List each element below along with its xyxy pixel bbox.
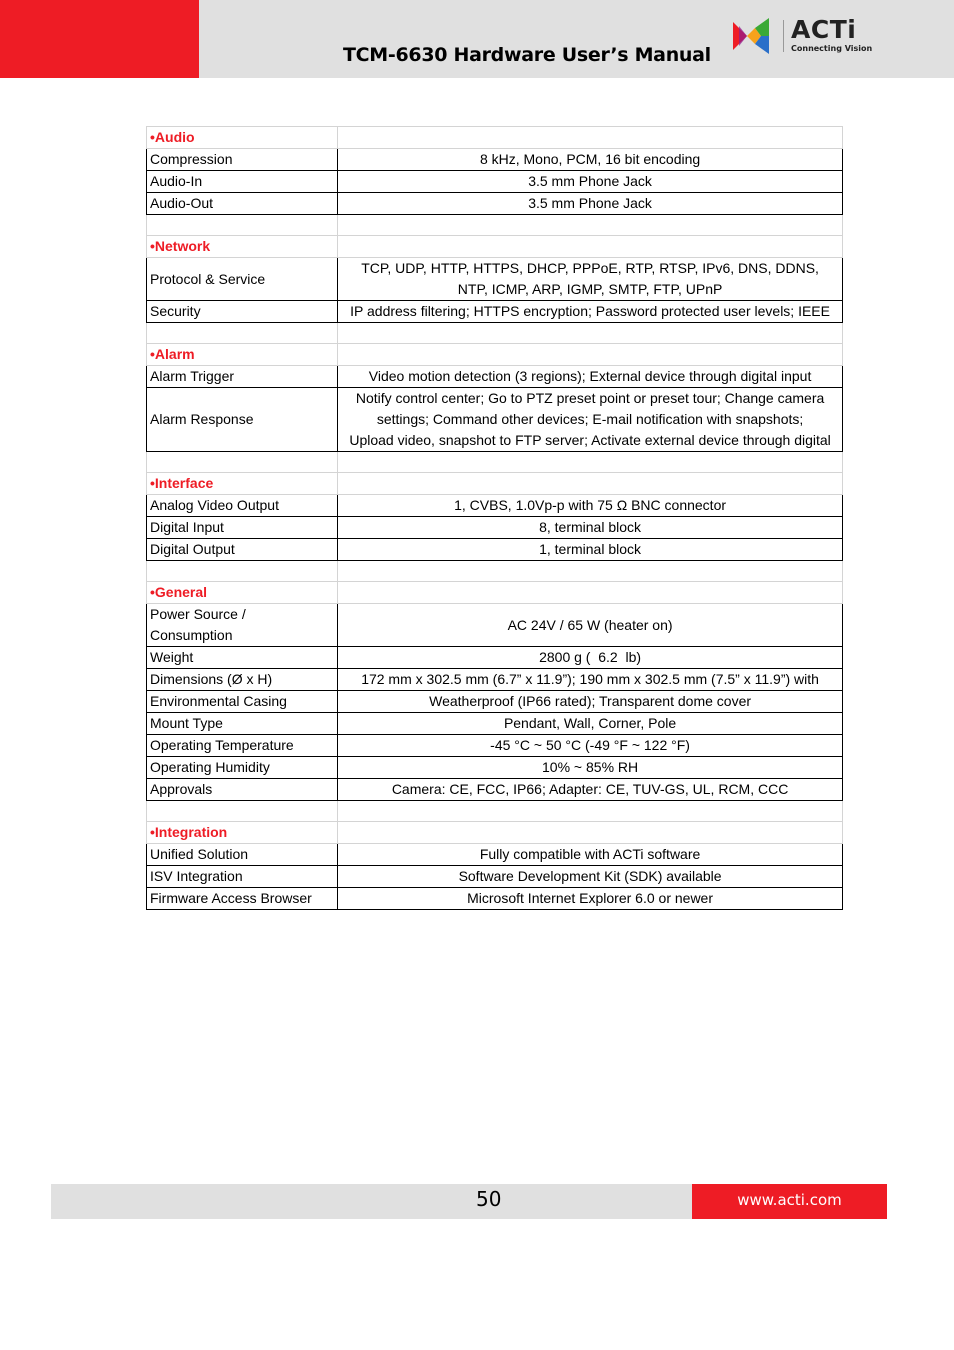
- section-title: •Audio: [147, 127, 338, 149]
- table-row: [147, 757, 843, 779]
- table-row: [147, 193, 843, 215]
- table-row: [147, 171, 843, 193]
- section-title: •Integration: [147, 822, 338, 844]
- spec-value: [338, 258, 843, 301]
- logo-divider: [783, 20, 784, 52]
- spec-value-line: Upload video, snapshot to FTP server; Activate external device through digital: [349, 432, 831, 448]
- logo-wordmark: ACTi: [791, 15, 857, 44]
- section-header-interface: [147, 473, 843, 495]
- spec-label: Operating Humidity: [147, 757, 338, 779]
- spec-label: Dimensions (Ø x H): [147, 669, 338, 691]
- spec-value: 2800 g ( 6.2 lb): [338, 647, 843, 669]
- table-row: [147, 669, 843, 691]
- spec-value-line: NTP, ICMP, ARP, IGMP, SMTP, FTP, UPnP: [457, 281, 723, 297]
- spec-value: Weatherproof (IP66 rated); Transparent dome cover: [338, 691, 843, 713]
- section-header-alarm: [147, 344, 843, 366]
- logo-tagline: Connecting Vision: [791, 44, 873, 53]
- table-row: [147, 779, 843, 801]
- spec-label: Weight: [147, 647, 338, 669]
- spec-label: Audio-In: [147, 171, 338, 193]
- spec-value: Software Development Kit (SDK) available: [338, 866, 843, 888]
- table-row: [147, 366, 843, 388]
- spec-value-line: Notify control center; Go to PTZ preset point or preset tour; Change camera: [355, 390, 825, 406]
- spec-label: Audio-Out: [147, 193, 338, 215]
- spec-label: Digital Input: [147, 517, 338, 539]
- spec-label: Operating Temperature: [147, 735, 338, 757]
- spec-label: Firmware Access Browser: [147, 888, 338, 910]
- spacer-row: [147, 561, 843, 582]
- spec-label: Unified Solution: [147, 844, 338, 866]
- section-header-audio: [147, 127, 843, 149]
- spec-label: Alarm Response: [147, 388, 338, 452]
- spec-value: Camera: CE, FCC, IP66; Adapter: CE, TUV-GS, UL, RCM, CCC: [338, 779, 843, 801]
- page-number: 50: [476, 1187, 502, 1211]
- spec-label: ISV Integration: [147, 866, 338, 888]
- spec-value-line: settings; Command other devices; E-mail notification with snapshots;: [376, 411, 804, 427]
- spec-label: Compression: [147, 149, 338, 171]
- spec-value: Video motion detection (3 regions); External device through digital input: [338, 366, 843, 388]
- spec-value: 3.5 mm Phone Jack: [338, 193, 843, 215]
- spec-value: 8 kHz, Mono, PCM, 16 bit encoding: [338, 149, 843, 171]
- spacer-row: [147, 452, 843, 473]
- spec-value: 10% ~ 85% RH: [338, 757, 843, 779]
- spec-value: [338, 388, 843, 452]
- spec-value: 1, terminal block: [338, 539, 843, 561]
- spec-label: Mount Type: [147, 713, 338, 735]
- table-row: [147, 735, 843, 757]
- document-title: TCM-6630 Hardware User’s Manual: [343, 44, 711, 66]
- section-title: •General: [147, 582, 338, 604]
- section-title: •Interface: [147, 473, 338, 495]
- section-header-general: [147, 582, 843, 604]
- spec-value: Microsoft Internet Explorer 6.0 or newer: [338, 888, 843, 910]
- table-row: [147, 866, 843, 888]
- spacer-row: [147, 801, 843, 822]
- spec-label: Security: [147, 301, 338, 323]
- spec-label: Alarm Trigger: [147, 366, 338, 388]
- spec-value: 1, CVBS, 1.0Vp-p with 75 Ω BNC connector: [338, 495, 843, 517]
- table-row: [147, 647, 843, 669]
- spec-label: Approvals: [147, 779, 338, 801]
- section-title: •Alarm: [147, 344, 338, 366]
- spec-label: Environmental Casing: [147, 691, 338, 713]
- spacer-row: [147, 215, 843, 236]
- spec-label: Analog Video Output: [147, 495, 338, 517]
- header-red-block: [0, 0, 199, 78]
- spec-value: 3.5 mm Phone Jack: [338, 171, 843, 193]
- table-row: [147, 539, 843, 561]
- table-row: [147, 495, 843, 517]
- table-row: [147, 258, 843, 301]
- section-header-integration: [147, 822, 843, 844]
- spec-value: AC 24V / 65 W (heater on): [338, 604, 843, 647]
- table-row: [147, 691, 843, 713]
- table-row: [147, 388, 843, 452]
- spacer-row: [147, 323, 843, 344]
- spec-label-line: Power Source /: [150, 606, 246, 622]
- table-row: [147, 604, 843, 647]
- table-row: [147, 517, 843, 539]
- spec-value: -45 °C ~ 50 °C (-49 °F ~ 122 °F): [338, 735, 843, 757]
- table-row: [147, 844, 843, 866]
- spec-label-line: Consumption: [150, 627, 233, 643]
- specification-table: [146, 126, 843, 910]
- spec-value: Pendant, Wall, Corner, Pole: [338, 713, 843, 735]
- spec-value: Fully compatible with ACTi software: [338, 844, 843, 866]
- section-header-network: [147, 236, 843, 258]
- spec-label: [147, 604, 338, 647]
- table-row: [147, 301, 843, 323]
- spec-value: 8, terminal block: [338, 517, 843, 539]
- section-title: •Network: [147, 236, 338, 258]
- spec-value: 172 mm x 302.5 mm (6.7” x 11.9”); 190 mm x 302.5 mm (7.5” x 11.9”) with: [338, 669, 843, 691]
- table-row: [147, 888, 843, 910]
- spec-label: Digital Output: [147, 539, 338, 561]
- table-row: [147, 149, 843, 171]
- spec-value-line: TCP, UDP, HTTP, HTTPS, DHCP, PPPoE, RTP, RTSP, IPv6, DNS, DDNS,: [361, 260, 819, 276]
- spec-label: Protocol & Service: [147, 258, 338, 301]
- spec-value: IP address filtering; HTTPS encryption; Password protected user levels; IEEE: [338, 301, 843, 323]
- website-link[interactable]: www.acti.com: [737, 1191, 842, 1209]
- table-row: [147, 713, 843, 735]
